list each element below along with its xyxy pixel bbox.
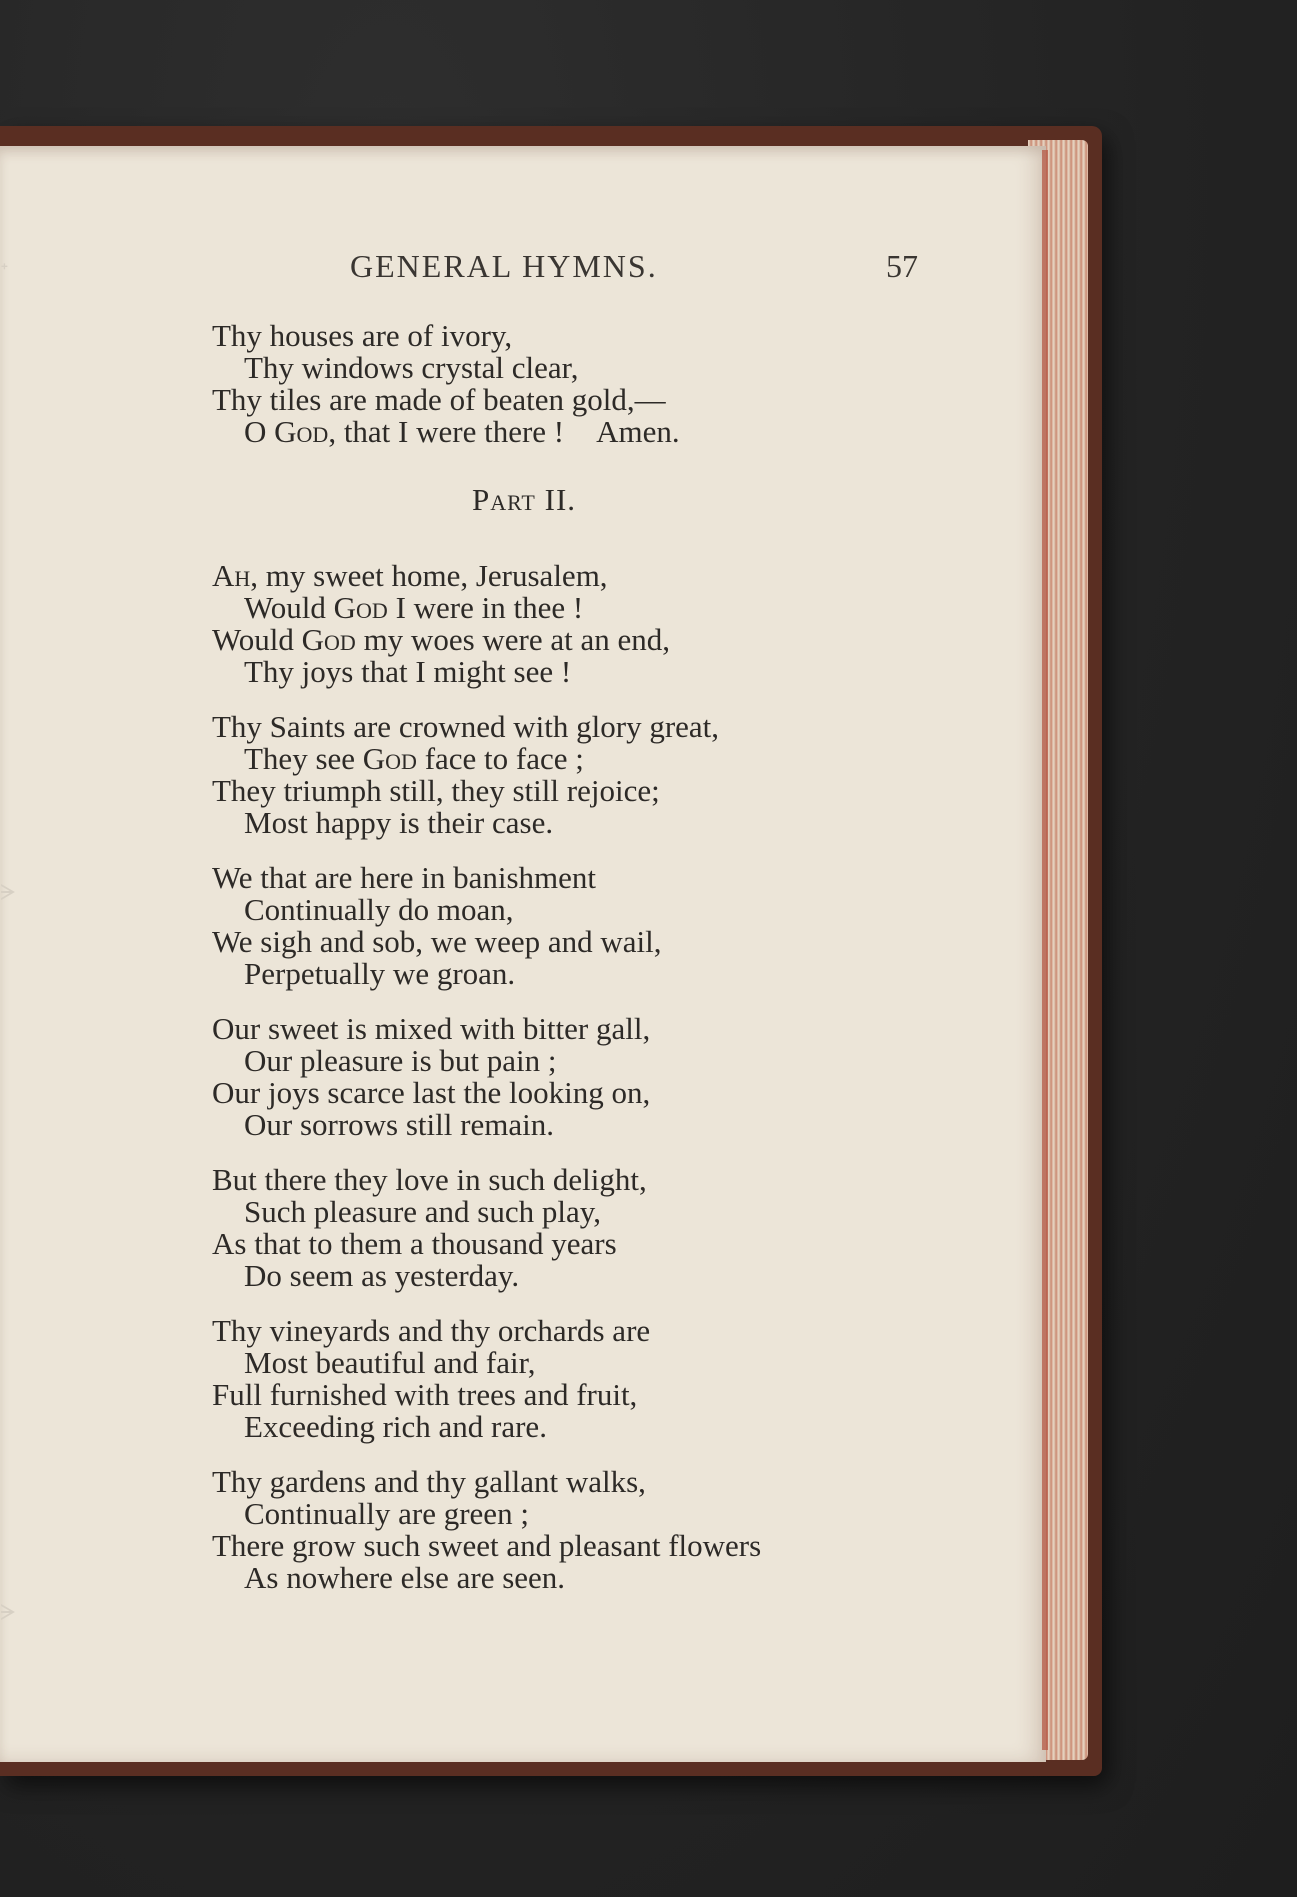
stanza — [212, 711, 852, 839]
line-text: , my sweet home, Jerusalem, — [250, 558, 608, 593]
line-text: Continually do moan, — [244, 892, 514, 927]
line-text: We sigh and sob, we weep and wail, — [212, 924, 662, 959]
stanza — [212, 1315, 852, 1443]
line-text: O — [244, 414, 275, 449]
line-text: Our sorrows still remain. — [244, 1107, 554, 1142]
amen: Amen. — [596, 414, 680, 449]
verse-line — [212, 1196, 852, 1228]
verse-line — [212, 958, 852, 990]
line-text: Such pleasure and such play, — [244, 1194, 601, 1229]
line-text: But there they love in such delight, — [212, 1162, 647, 1197]
line-text: Most happy is their case. — [244, 805, 554, 840]
verse-line — [212, 926, 852, 958]
line-text: face to face ; — [416, 741, 584, 776]
verse-line — [212, 1379, 852, 1411]
line-text: , that I were there ! — [328, 414, 565, 449]
verse-line — [212, 1562, 852, 1594]
verse-line — [212, 1315, 852, 1347]
page-number: 57 — [886, 248, 918, 284]
small-caps-word: God — [274, 414, 329, 449]
line-text: Thy joys that I might see ! — [244, 654, 572, 689]
line-text: Our sweet is mixed with bitter gall, — [212, 1011, 651, 1046]
line-text: I were in thee ! — [387, 590, 584, 625]
verse-line: Thy windows crystal clear, — [244, 350, 579, 385]
verse-line — [212, 807, 852, 839]
line-text: Thy Saints are crowned with glory great, — [212, 709, 720, 744]
line-text: As that to them a thousand years — [212, 1226, 617, 1261]
line-text: my woes were at an end, — [355, 622, 671, 657]
part-heading: Part II. — [471, 482, 577, 517]
hymn-text — [212, 320, 852, 1617]
verse-line — [212, 1164, 852, 1196]
line-text: As nowhere else are seen. — [244, 1560, 566, 1595]
verse-line — [212, 1045, 852, 1077]
verse-line — [212, 1228, 852, 1260]
line-text: Ah — [212, 558, 251, 593]
line-text: Thy vineyards and thy orchards are — [212, 1313, 651, 1348]
line-text: They see — [244, 741, 363, 776]
line-text: Would — [212, 622, 302, 657]
verse-line — [212, 1013, 852, 1045]
small-caps-word: God — [301, 622, 356, 657]
verse-line — [212, 624, 852, 656]
line-text: Our pleasure is but pain ; — [244, 1043, 557, 1078]
stanzas — [212, 560, 852, 1594]
verse-line — [212, 1077, 852, 1109]
verse-line — [212, 775, 852, 807]
line-text: Do seem as yesterday. — [244, 1258, 520, 1293]
running-title: GENERAL HYMNS. — [350, 248, 658, 284]
verse-line — [212, 1466, 852, 1498]
verse-line — [212, 711, 852, 743]
stanza — [212, 1013, 852, 1141]
verse-line — [212, 1109, 852, 1141]
stanza — [212, 1466, 852, 1594]
stanza — [212, 862, 852, 990]
verse-line — [212, 592, 852, 624]
line-text: Most beautiful and fair, — [244, 1345, 536, 1380]
line-text: Perpetually we groan. — [244, 956, 516, 991]
verse-line — [212, 1347, 852, 1379]
stanza — [212, 560, 852, 688]
line-text: Exceeding rich and rare. — [244, 1409, 547, 1444]
line-text: Thy gardens and thy gallant walks, — [212, 1464, 646, 1499]
verse-line — [212, 560, 852, 592]
line-text: Full furnished with trees and fruit, — [212, 1377, 638, 1412]
small-caps-word: God — [362, 741, 417, 776]
stanza — [212, 1164, 852, 1292]
line-text: Continually are green ; — [244, 1496, 529, 1531]
verse-line — [212, 1498, 852, 1530]
verse-line — [212, 416, 852, 448]
line-text: Would — [244, 590, 334, 625]
verse-line: Thy tiles are made of beaten gold,— — [212, 382, 666, 417]
small-caps-word: God — [333, 590, 388, 625]
line-text: They triumph still, they still rejoice; — [212, 773, 660, 808]
red-page-edge — [1042, 150, 1048, 1750]
verse-line — [212, 1530, 852, 1562]
verse-line — [212, 1260, 852, 1292]
verse-line — [212, 1411, 852, 1443]
verse-line: Thy houses are of ivory, — [212, 318, 513, 353]
opening-stanza — [212, 320, 852, 448]
line-text: Our joys scarce last the looking on, — [212, 1075, 651, 1110]
verse-line — [212, 862, 852, 894]
running-head — [0, 248, 1297, 288]
line-text: We that are here in banishment — [212, 860, 596, 895]
verse-line — [212, 743, 852, 775]
verse-line — [212, 656, 852, 688]
line-text: There grow such sweet and pleasant flowers — [212, 1528, 762, 1563]
left-margin-mark — [0, 1600, 22, 1610]
left-margin-mark — [0, 880, 22, 890]
verse-line — [212, 894, 852, 926]
